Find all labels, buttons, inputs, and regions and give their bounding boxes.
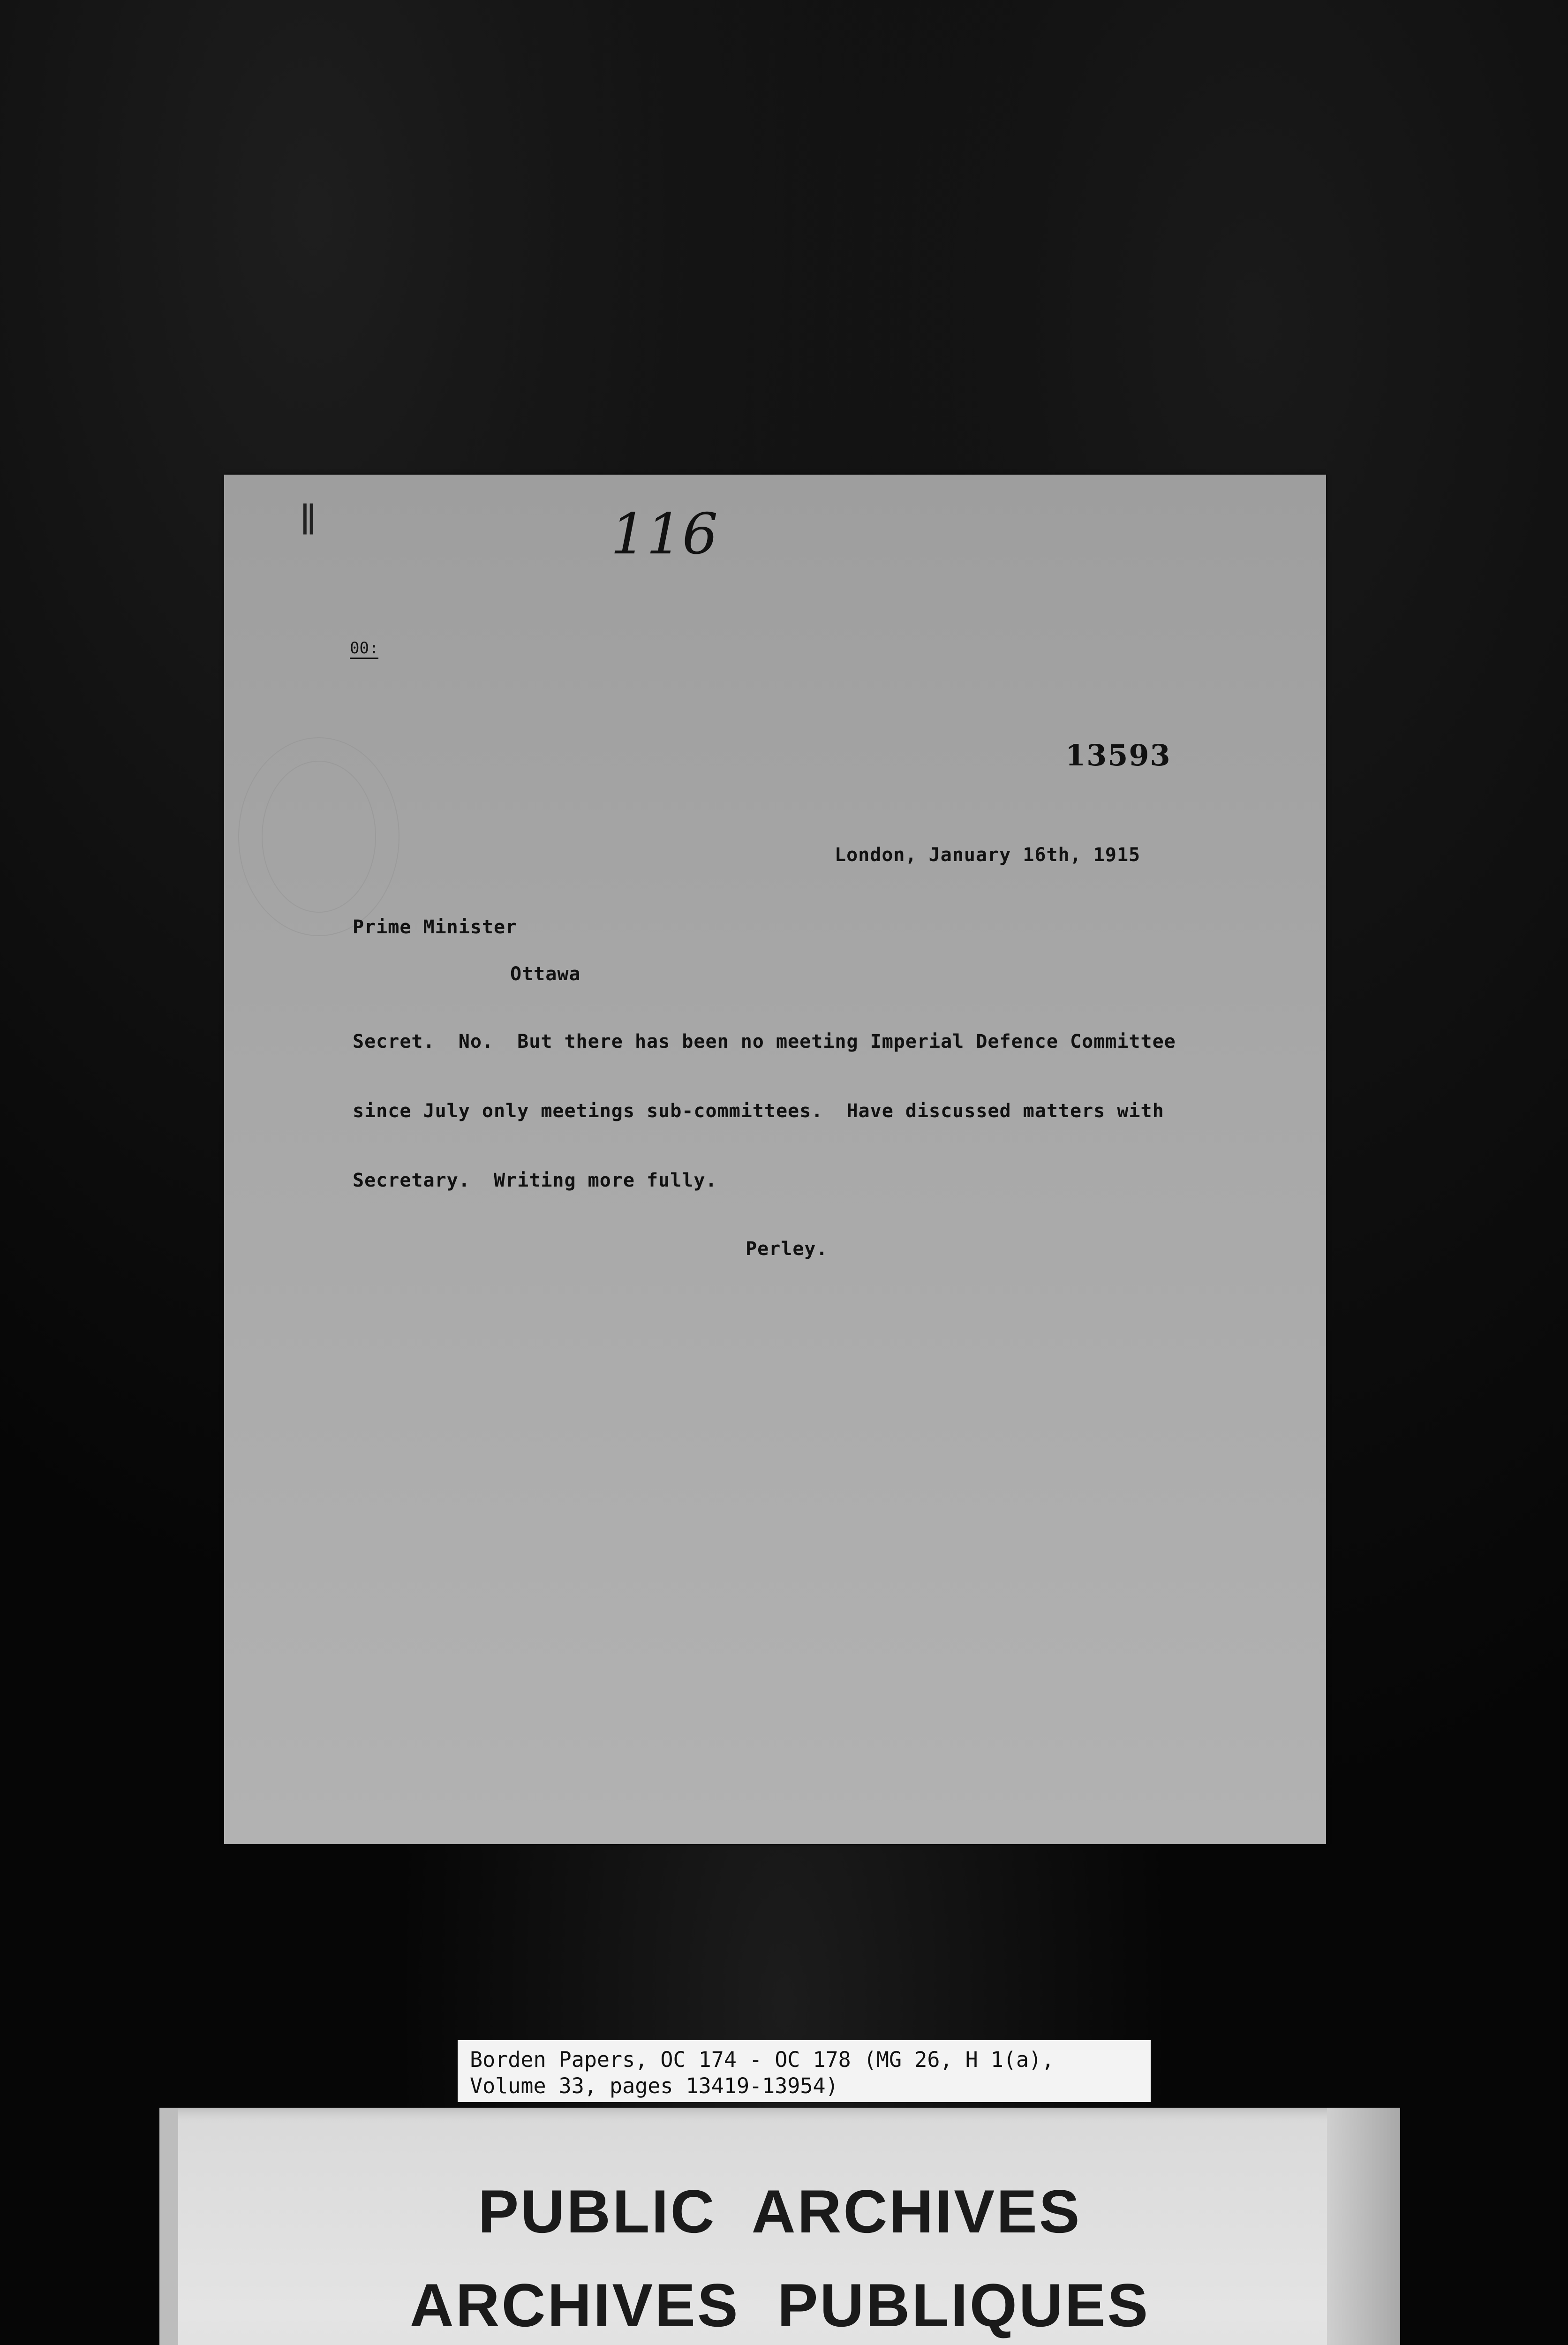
document-sheet [224,475,1326,1844]
plate-title-french: ARCHIVES PUBLIQUES [409,2271,1150,2339]
body-line: Secret. No. But there has been no meeting Imperial Defence Committee [353,1031,1176,1052]
faint-stamp-arc [262,761,376,913]
pencil-mark: ǁ [300,497,317,536]
recipient: Prime Minister [353,916,518,938]
collection-caption [458,2040,1151,2102]
date-line: London, January 16th, 1915 [835,844,1141,866]
handwritten-folio-number: 116 [611,502,718,567]
recipient-location: Ottawa [510,963,581,985]
file-reference: 00: [350,639,378,659]
caption-line-1: Borden Papers, OC 174 - OC 178 (MG 26, H 1(a), [470,2047,1055,2072]
signature: Perley. [746,1238,828,1260]
plate-title-english: PUBLIC ARCHIVES [478,2177,1082,2246]
body-line: Secretary. Writing more fully. [353,1170,717,1191]
document-number: 13593 [1065,738,1171,772]
caption-line-2: Volume 33, pages 13419-13954) [470,2073,838,2098]
body-line: since July only meetings sub-committees. Have discussed matters with [353,1100,1164,1122]
